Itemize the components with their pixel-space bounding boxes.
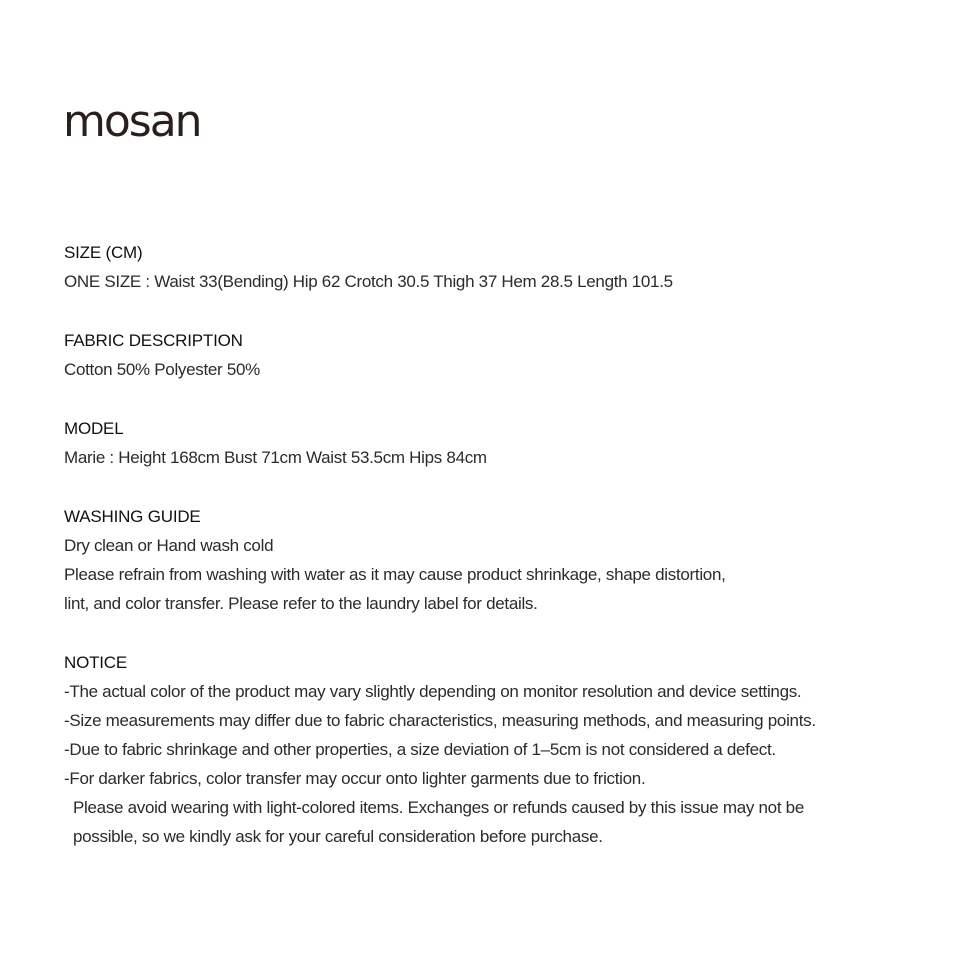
notice-item: -Size measurements may differ due to fabric characteristics, measuring methods, and measuring points.: [64, 711, 816, 730]
model-line: Marie : Height 168cm Bust 71cm Waist 53.5cm Hips 84cm: [64, 448, 487, 467]
model-section: [64, 414, 934, 472]
washing-title: WASHING GUIDE: [64, 507, 201, 526]
washing-line: lint, and color transfer. Please refer to the laundry label for details.: [64, 594, 538, 613]
size-line: ONE SIZE : Waist 33(Bending) Hip 62 Crotch 30.5 Thigh 37 Hem 28.5 Length 101.5: [64, 272, 673, 291]
size-section: [64, 238, 934, 296]
notice-item: -For darker fabrics, color transfer may occur onto lighter garments due to friction.: [64, 769, 646, 788]
washing-line: Dry clean or Hand wash cold: [64, 536, 274, 555]
fabric-line: Cotton 50% Polyester 50%: [64, 360, 260, 379]
notice-continuation: Please avoid wearing with light-colored items. Exchanges or refunds caused by this issue may not be: [73, 798, 804, 817]
size-title: SIZE (CM): [64, 243, 143, 262]
product-details: [64, 238, 934, 881]
notice-item: -Due to fabric shrinkage and other properties, a size deviation of 1–5cm is not considered a defect.: [64, 740, 776, 759]
notice-continuation: possible, so we kindly ask for your careful consideration before purchase.: [73, 827, 603, 846]
model-title: MODEL: [64, 419, 124, 438]
notice-item: -The actual color of the product may vary slightly depending on monitor resolution and device settings.: [64, 682, 802, 701]
notice-title: NOTICE: [64, 653, 128, 672]
brand-logo: mosan: [63, 96, 201, 147]
fabric-title: FABRIC DESCRIPTION: [64, 331, 243, 350]
washing-line: Please refrain from washing with water as it may cause product shrinkage, shape distortion,: [64, 565, 726, 584]
fabric-section: [64, 326, 934, 384]
washing-section: [64, 502, 934, 618]
notice-section: [64, 648, 934, 851]
